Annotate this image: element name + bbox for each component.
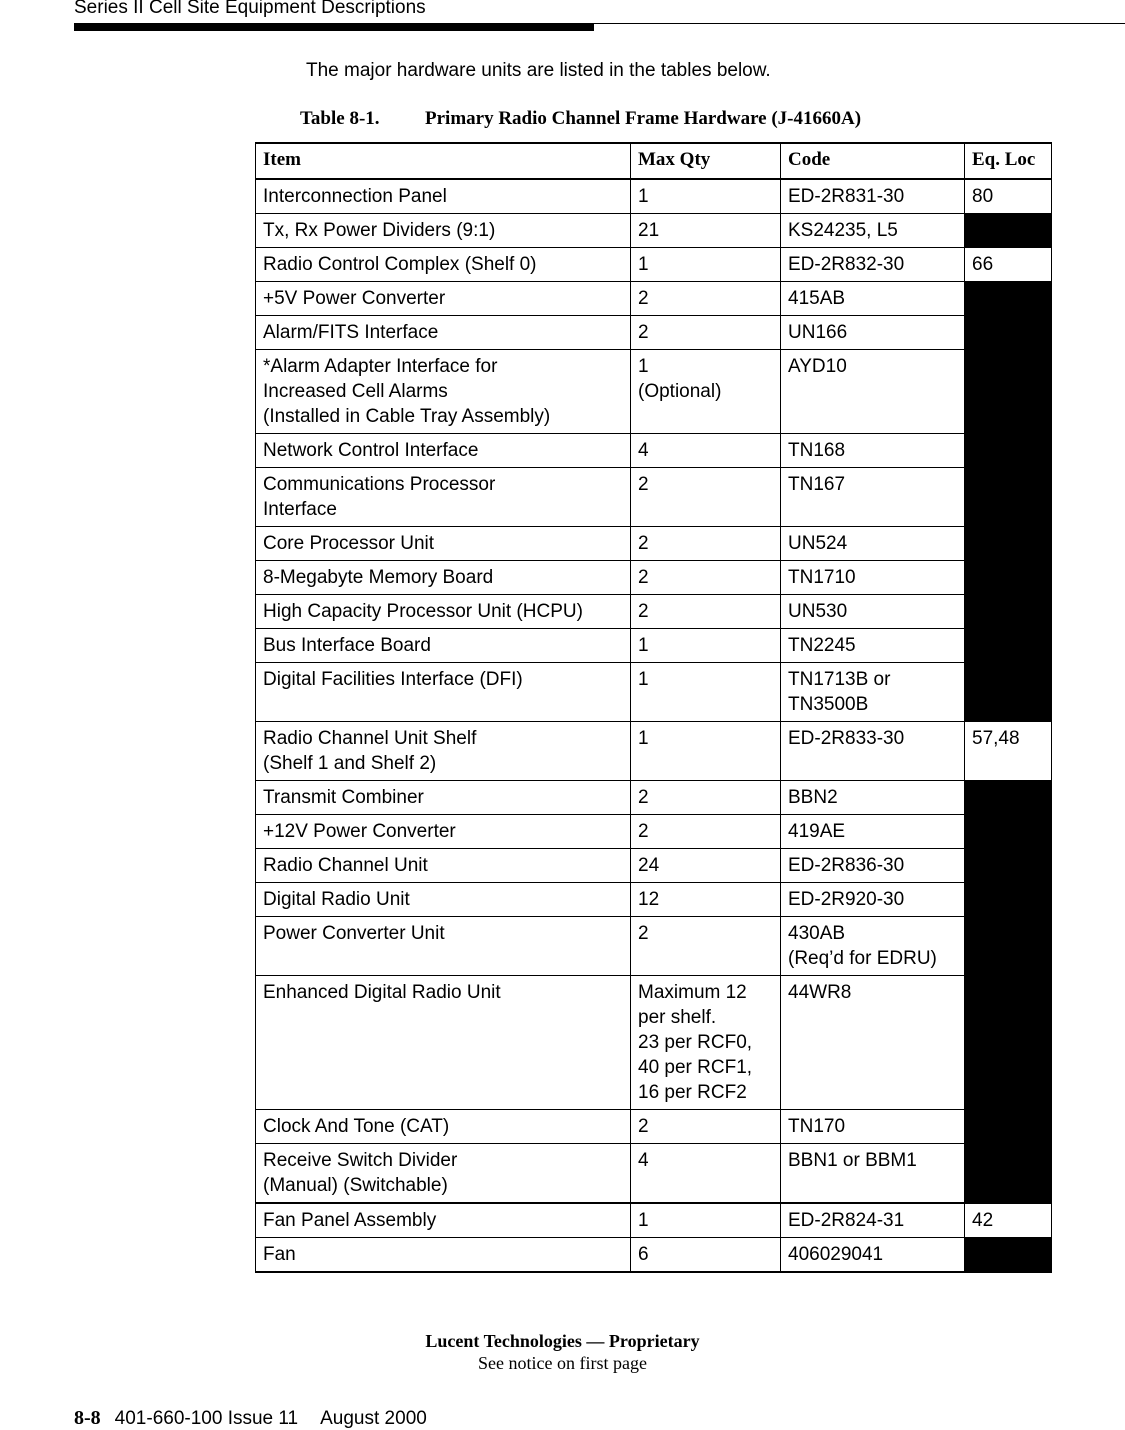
cell-eq-loc xyxy=(965,883,1052,917)
cell-eq-loc xyxy=(965,849,1052,883)
cell-item: Tx, Rx Power Dividers (9:1) xyxy=(256,214,631,248)
cell-item: Radio Channel Unit Shelf (Shelf 1 and Shelf 2) xyxy=(256,722,631,781)
cell-eq-loc xyxy=(965,468,1052,527)
cell-code: TN1713B or TN3500B xyxy=(781,663,965,722)
cell-max-qty: 21 xyxy=(631,214,781,248)
cell-item: Clock And Tone (CAT) xyxy=(256,1110,631,1144)
cell-eq-loc xyxy=(965,214,1052,248)
document-number: 401-660-100 Issue 11 xyxy=(114,1408,299,1429)
table-body xyxy=(256,179,1052,1272)
cell-eq-loc xyxy=(965,595,1052,629)
table-row xyxy=(256,629,1052,663)
column-header-max-qty: Max Qty xyxy=(631,143,781,179)
cell-code: BBN1 or BBM1 xyxy=(781,1144,965,1204)
cell-max-qty: Maximum 12 per shelf. 23 per RCF0, 40 per RCF1, 16 per RCF2 xyxy=(631,976,781,1110)
cell-item: Fan xyxy=(256,1238,631,1273)
cell-code: TN170 xyxy=(781,1110,965,1144)
cell-max-qty: 2 xyxy=(631,527,781,561)
cell-code: TN168 xyxy=(781,434,965,468)
table-caption-number: Table 8-1. xyxy=(300,108,380,129)
cell-item: Network Control Interface xyxy=(256,434,631,468)
cell-code: AYD10 xyxy=(781,350,965,434)
cell-max-qty: 1 (Optional) xyxy=(631,350,781,434)
header-rule-bar xyxy=(74,24,594,31)
cell-eq-loc xyxy=(965,781,1052,815)
cell-item: Digital Radio Unit xyxy=(256,883,631,917)
cell-max-qty: 2 xyxy=(631,815,781,849)
cell-max-qty: 6 xyxy=(631,1238,781,1273)
cell-max-qty: 2 xyxy=(631,468,781,527)
cell-code: ED-2R836-30 xyxy=(781,849,965,883)
table-caption xyxy=(300,108,861,130)
table-row xyxy=(256,976,1052,1110)
cell-code: ED-2R833-30 xyxy=(781,722,965,781)
cell-item: Enhanced Digital Radio Unit xyxy=(256,976,631,1110)
column-header-eq-loc: Eq. Loc xyxy=(965,143,1052,179)
cell-max-qty: 2 xyxy=(631,917,781,976)
hardware-table xyxy=(255,142,1052,1273)
table-row xyxy=(256,434,1052,468)
cell-item: Alarm/FITS Interface xyxy=(256,316,631,350)
cell-max-qty: 1 xyxy=(631,663,781,722)
table-row xyxy=(256,316,1052,350)
table-row xyxy=(256,468,1052,527)
cell-eq-loc xyxy=(965,917,1052,976)
cell-code: 419AE xyxy=(781,815,965,849)
page-number: 8-8 xyxy=(74,1407,101,1429)
cell-code: 430AB (Req’d for EDRU) xyxy=(781,917,965,976)
table-row xyxy=(256,883,1052,917)
cell-item: 8-Megabyte Memory Board xyxy=(256,561,631,595)
cell-item: +5V Power Converter xyxy=(256,282,631,316)
table-header-row xyxy=(256,143,1052,179)
cell-item: Bus Interface Board xyxy=(256,629,631,663)
table-row xyxy=(256,214,1052,248)
cell-max-qty: 2 xyxy=(631,316,781,350)
cell-code: ED-2R824-31 xyxy=(781,1203,965,1238)
table-row xyxy=(256,595,1052,629)
cell-item: Receive Switch Divider (Manual) (Switchable) xyxy=(256,1144,631,1204)
cell-code: ED-2R832-30 xyxy=(781,248,965,282)
table-row xyxy=(256,350,1052,434)
cell-item: Digital Facilities Interface (DFI) xyxy=(256,663,631,722)
cell-code: BBN2 xyxy=(781,781,965,815)
cell-code: TN1710 xyxy=(781,561,965,595)
cell-eq-loc xyxy=(965,629,1052,663)
cell-eq-loc xyxy=(965,663,1052,722)
cell-max-qty: 4 xyxy=(631,434,781,468)
cell-eq-loc: 66 xyxy=(965,248,1052,282)
table-row xyxy=(256,1110,1052,1144)
cell-eq-loc xyxy=(965,815,1052,849)
cell-item: Power Converter Unit xyxy=(256,917,631,976)
footer-line xyxy=(74,1407,427,1430)
footer-notice: See notice on first page xyxy=(478,1353,647,1373)
cell-code: TN2245 xyxy=(781,629,965,663)
table-row xyxy=(256,561,1052,595)
cell-max-qty: 24 xyxy=(631,849,781,883)
cell-max-qty: 2 xyxy=(631,781,781,815)
cell-max-qty: 1 xyxy=(631,629,781,663)
table-row xyxy=(256,917,1052,976)
cell-max-qty: 2 xyxy=(631,561,781,595)
cell-code: UN530 xyxy=(781,595,965,629)
cell-max-qty: 1 xyxy=(631,248,781,282)
cell-item: Communications Processor Interface xyxy=(256,468,631,527)
cell-max-qty: 1 xyxy=(631,1203,781,1238)
table-row xyxy=(256,781,1052,815)
cell-max-qty: 2 xyxy=(631,1110,781,1144)
cell-eq-loc xyxy=(965,976,1052,1110)
cell-eq-loc xyxy=(965,350,1052,434)
table-row xyxy=(256,282,1052,316)
cell-item: Radio Control Complex (Shelf 0) xyxy=(256,248,631,282)
cell-eq-loc xyxy=(965,1144,1052,1204)
cell-item: *Alarm Adapter Interface for Increased Cell Alarms (Installed in Cable Tray Assembly) xyxy=(256,350,631,434)
cell-eq-loc xyxy=(965,282,1052,316)
cell-item: +12V Power Converter xyxy=(256,815,631,849)
cell-eq-loc xyxy=(965,527,1052,561)
cell-item: Radio Channel Unit xyxy=(256,849,631,883)
cell-code: UN166 xyxy=(781,316,965,350)
table-row xyxy=(256,179,1052,214)
cell-item: High Capacity Processor Unit (HCPU) xyxy=(256,595,631,629)
cell-item: Fan Panel Assembly xyxy=(256,1203,631,1238)
cell-max-qty: 4 xyxy=(631,1144,781,1204)
cell-max-qty: 12 xyxy=(631,883,781,917)
cell-item: Transmit Combiner xyxy=(256,781,631,815)
cell-code: ED-2R920-30 xyxy=(781,883,965,917)
table-row xyxy=(256,722,1052,781)
table-row xyxy=(256,849,1052,883)
table-row xyxy=(256,663,1052,722)
cell-eq-loc xyxy=(965,434,1052,468)
cell-item: Interconnection Panel xyxy=(256,179,631,214)
table-row xyxy=(256,1238,1052,1273)
cell-code: KS24235, L5 xyxy=(781,214,965,248)
cell-eq-loc xyxy=(965,316,1052,350)
cell-max-qty: 1 xyxy=(631,722,781,781)
cell-code: ED-2R831-30 xyxy=(781,179,965,214)
cell-max-qty: 1 xyxy=(631,179,781,214)
table-caption-title: Primary Radio Channel Frame Hardware (J-41660A) xyxy=(425,108,862,129)
table-row xyxy=(256,527,1052,561)
cell-code: 406029041 xyxy=(781,1238,965,1273)
cell-code: TN167 xyxy=(781,468,965,527)
cell-code: 44WR8 xyxy=(781,976,965,1110)
cell-code: UN524 xyxy=(781,527,965,561)
intro-text: The major hardware units are listed in the tables below. xyxy=(306,60,771,81)
cell-eq-loc: 42 xyxy=(965,1203,1052,1238)
running-header-title: Series II Cell Site Equipment Descriptions xyxy=(74,0,426,18)
table-row xyxy=(256,248,1052,282)
cell-eq-loc: 80 xyxy=(965,179,1052,214)
cell-eq-loc: 57,48 xyxy=(965,722,1052,781)
cell-max-qty: 2 xyxy=(631,282,781,316)
cell-eq-loc xyxy=(965,561,1052,595)
cell-item: Core Processor Unit xyxy=(256,527,631,561)
table-row xyxy=(256,1144,1052,1204)
column-header-item: Item xyxy=(256,143,631,179)
cell-eq-loc xyxy=(965,1238,1052,1273)
table-row xyxy=(256,815,1052,849)
publication-date: August 2000 xyxy=(320,1408,427,1429)
column-header-code: Code xyxy=(781,143,965,179)
cell-code: 415AB xyxy=(781,282,965,316)
cell-max-qty: 2 xyxy=(631,595,781,629)
cell-eq-loc xyxy=(965,1110,1052,1144)
footer-company: Lucent Technologies — Proprietary xyxy=(425,1331,700,1351)
table-row xyxy=(256,1203,1052,1238)
